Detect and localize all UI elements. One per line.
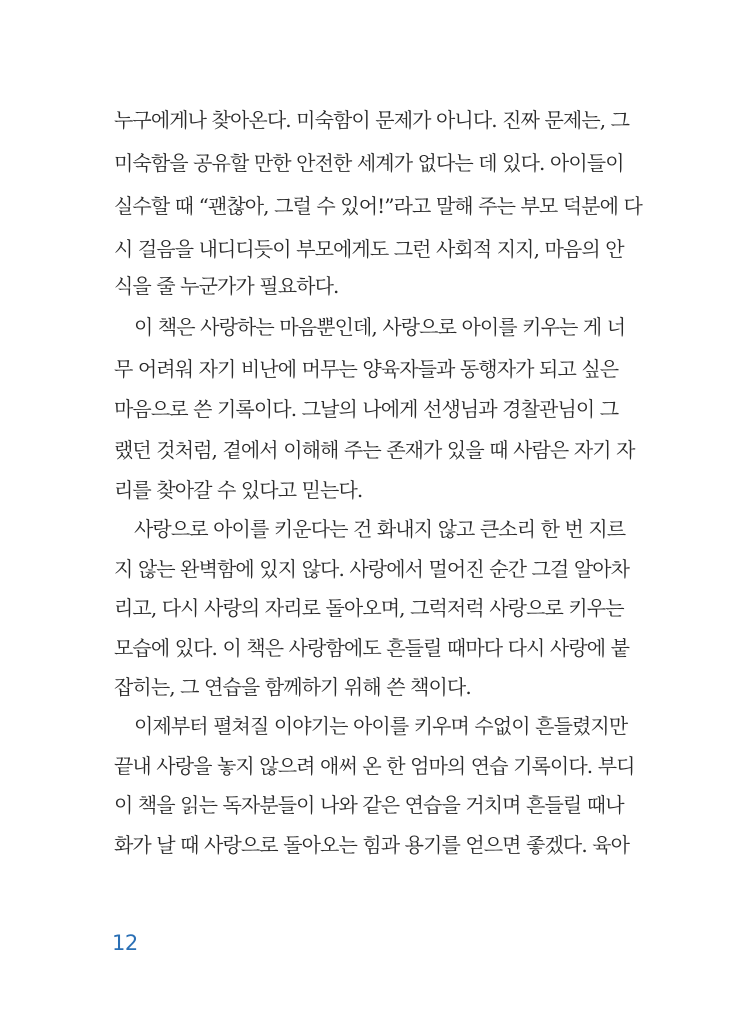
text-line-17: 끝내 사랑을 놓지 않으려 애써 온 한 엄마의 연습 기록이다. 부디 [114, 754, 635, 778]
text-line-12: 지 않는 완벽함에 있지 않다. 사랑에서 멀어진 순간 그걸 알아차 [114, 557, 630, 581]
text-line-18: 이 책을 읽는 독자분들이 나와 같은 연습을 거치며 흔들릴 때나 [114, 793, 624, 817]
text-line-15: 잡히는, 그 연습을 함께하기 위해 쓴 책이다. [114, 675, 471, 699]
text-line-14: 모습에 있다. 이 책은 사랑함에도 흔들릴 때마다 다시 사랑에 붙 [114, 636, 630, 660]
text-line-7: 무 어려워 자기 비난에 머무는 양육자들과 동행자가 되고 싶은 [114, 357, 619, 381]
text-line-6: 이 책은 사랑하는 마음뿐인데, 사랑으로 아이를 키우는 게 너 [134, 315, 626, 339]
text-line-11: 사랑으로 아이를 키운다는 건 화내지 않고 큰소리 한 번 지르 [134, 517, 626, 541]
text-line-4: 시 걸음을 내디디듯이 부모에게도 그런 사회적 지지, 마음의 안 [114, 237, 624, 261]
text-line-19: 화가 날 때 사랑으로 돌아오는 힘과 용기를 얻으면 좋겠다. 육아 [114, 833, 630, 857]
text-line-5: 식을 줄 누군가가 필요하다. [114, 274, 339, 298]
text-line-1: 누구에게나 찾아온다. 미숙함이 문제가 아니다. 진짜 문제는, 그 [114, 108, 630, 132]
text-line-3: 실수할 때 “괜찮아, 그럴 수 있어!”라고 말해 주는 부모 덕분에 다 [114, 194, 642, 218]
text-line-9: 랬던 것처럼, 곁에서 이해해 주는 존재가 있을 때 사람은 자기 자 [114, 438, 635, 462]
page-number: 12 [112, 931, 138, 955]
text-line-16: 이제부터 펼쳐질 이야기는 아이를 키우며 수없이 흔들렸지만 [134, 714, 628, 738]
text-line-13: 리고, 다시 사랑의 자리로 돌아오며, 그럭저럭 사랑으로 키우는 [114, 596, 624, 620]
text-line-8: 마음으로 쓴 기록이다. 그날의 나에게 선생님과 경찰관님이 그 [114, 397, 619, 421]
text-line-10: 리를 찾아갈 수 있다고 믿는다. [114, 478, 363, 502]
text-line-2: 미숙함을 공유할 만한 안전한 세계가 없다는 데 있다. 아이들이 [114, 151, 624, 175]
